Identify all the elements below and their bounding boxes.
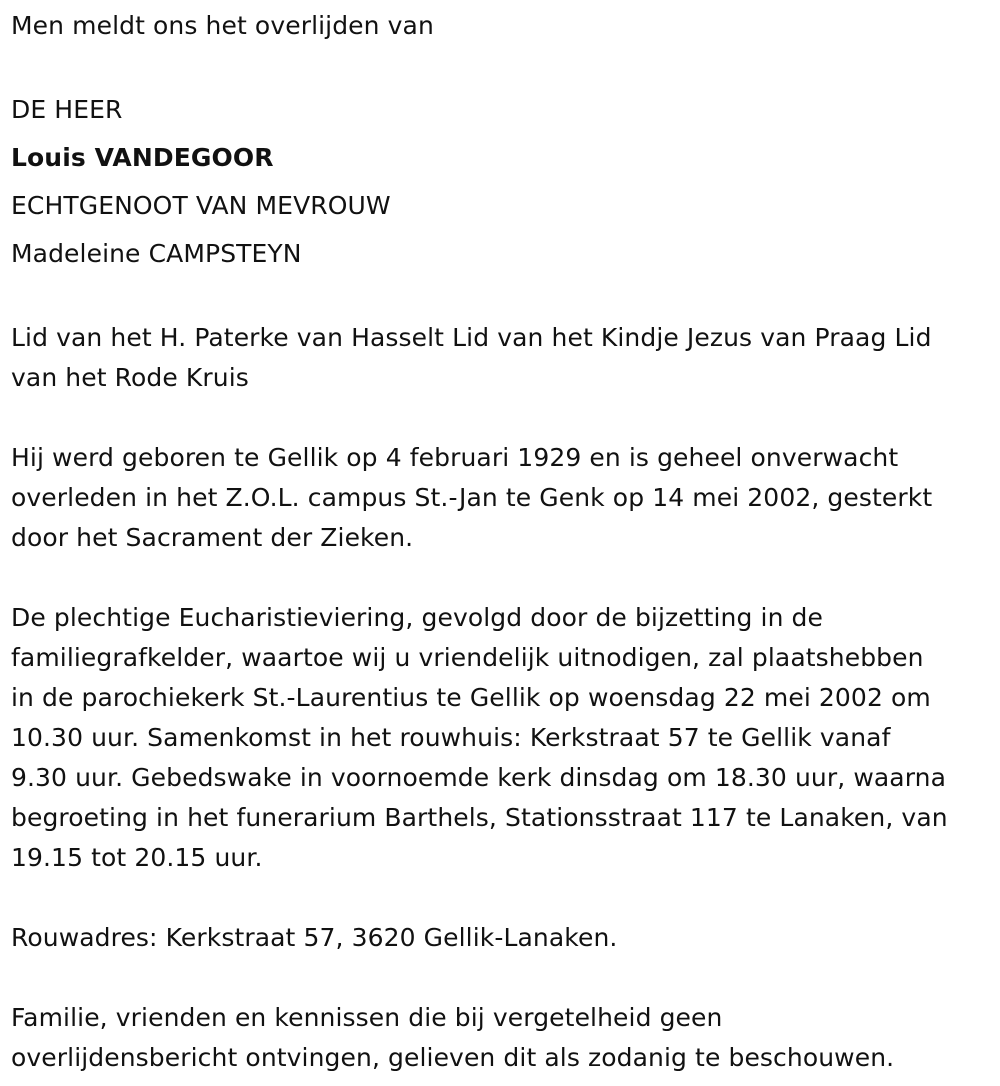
- spacer: [11, 958, 995, 998]
- spacer: [11, 46, 995, 86]
- deceased-name: Louis VANDEGOOR: [11, 143, 274, 172]
- birth-death-paragraph: [11, 438, 995, 558]
- spacer: [11, 558, 995, 598]
- spacer: [11, 278, 995, 318]
- paragraph-line: begroeting in het funerarium Barthels, Stationsstraat 117 te Lanaken, van: [11, 803, 948, 832]
- obituary-notice: [11, 6, 995, 1078]
- memberships-paragraph: [11, 318, 995, 398]
- paragraph-line: 10.30 uur. Samenkomst in het rouwhuis: Kerkstraat 57 te Gellik vanaf: [11, 723, 891, 752]
- intro-text: Men meldt ons het overlijden van: [11, 11, 434, 40]
- funeral-paragraph: [11, 598, 995, 878]
- paragraph-line: van het Rode Kruis: [11, 363, 249, 392]
- paragraph-line: Familie, vrienden en kennissen die bij vergetelheid geen: [11, 1003, 723, 1032]
- paragraph-line: Lid van het H. Paterke van Hasselt Lid van het Kindje Jezus van Praag Lid: [11, 323, 932, 352]
- paragraph-line: overleden in het Z.O.L. campus St.-Jan te Genk op 14 mei 2002, gesterkt: [11, 483, 933, 512]
- mourning-address: Rouwadres: Kerkstraat 57, 3620 Gellik-Lanaken.: [11, 923, 618, 952]
- spouse-name: Madeleine CAMPSTEYN: [11, 239, 302, 268]
- paragraph-line: 9.30 uur. Gebedswake in voornoemde kerk dinsdag om 18.30 uur, waarna: [11, 763, 947, 792]
- spacer: [11, 878, 995, 918]
- deceased-title: DE HEER: [11, 95, 123, 124]
- paragraph-line: door het Sacrament der Zieken.: [11, 523, 414, 552]
- paragraph-line: familiegrafkelder, waartoe wij u vriendelijk uitnodigen, zal plaatshebben: [11, 643, 924, 672]
- paragraph-line: overlijdensbericht ontvingen, gelieven dit als zodanig te beschouwen.: [11, 1043, 895, 1072]
- spouse-label: ECHTGENOOT VAN MEVROUW: [11, 191, 391, 220]
- deceased-header: [11, 86, 995, 278]
- paragraph-line: in de parochiekerk St.-Laurentius te Gellik op woensdag 22 mei 2002 om: [11, 683, 931, 712]
- paragraph-line: 19.15 tot 20.15 uur.: [11, 843, 263, 872]
- spacer: [11, 398, 995, 438]
- paragraph-line: Hij werd geboren te Gellik op 4 februari 1929 en is geheel onverwacht: [11, 443, 899, 472]
- closing-paragraph: [11, 998, 995, 1078]
- paragraph-line: De plechtige Eucharistieviering, gevolgd door de bijzetting in de: [11, 603, 824, 632]
